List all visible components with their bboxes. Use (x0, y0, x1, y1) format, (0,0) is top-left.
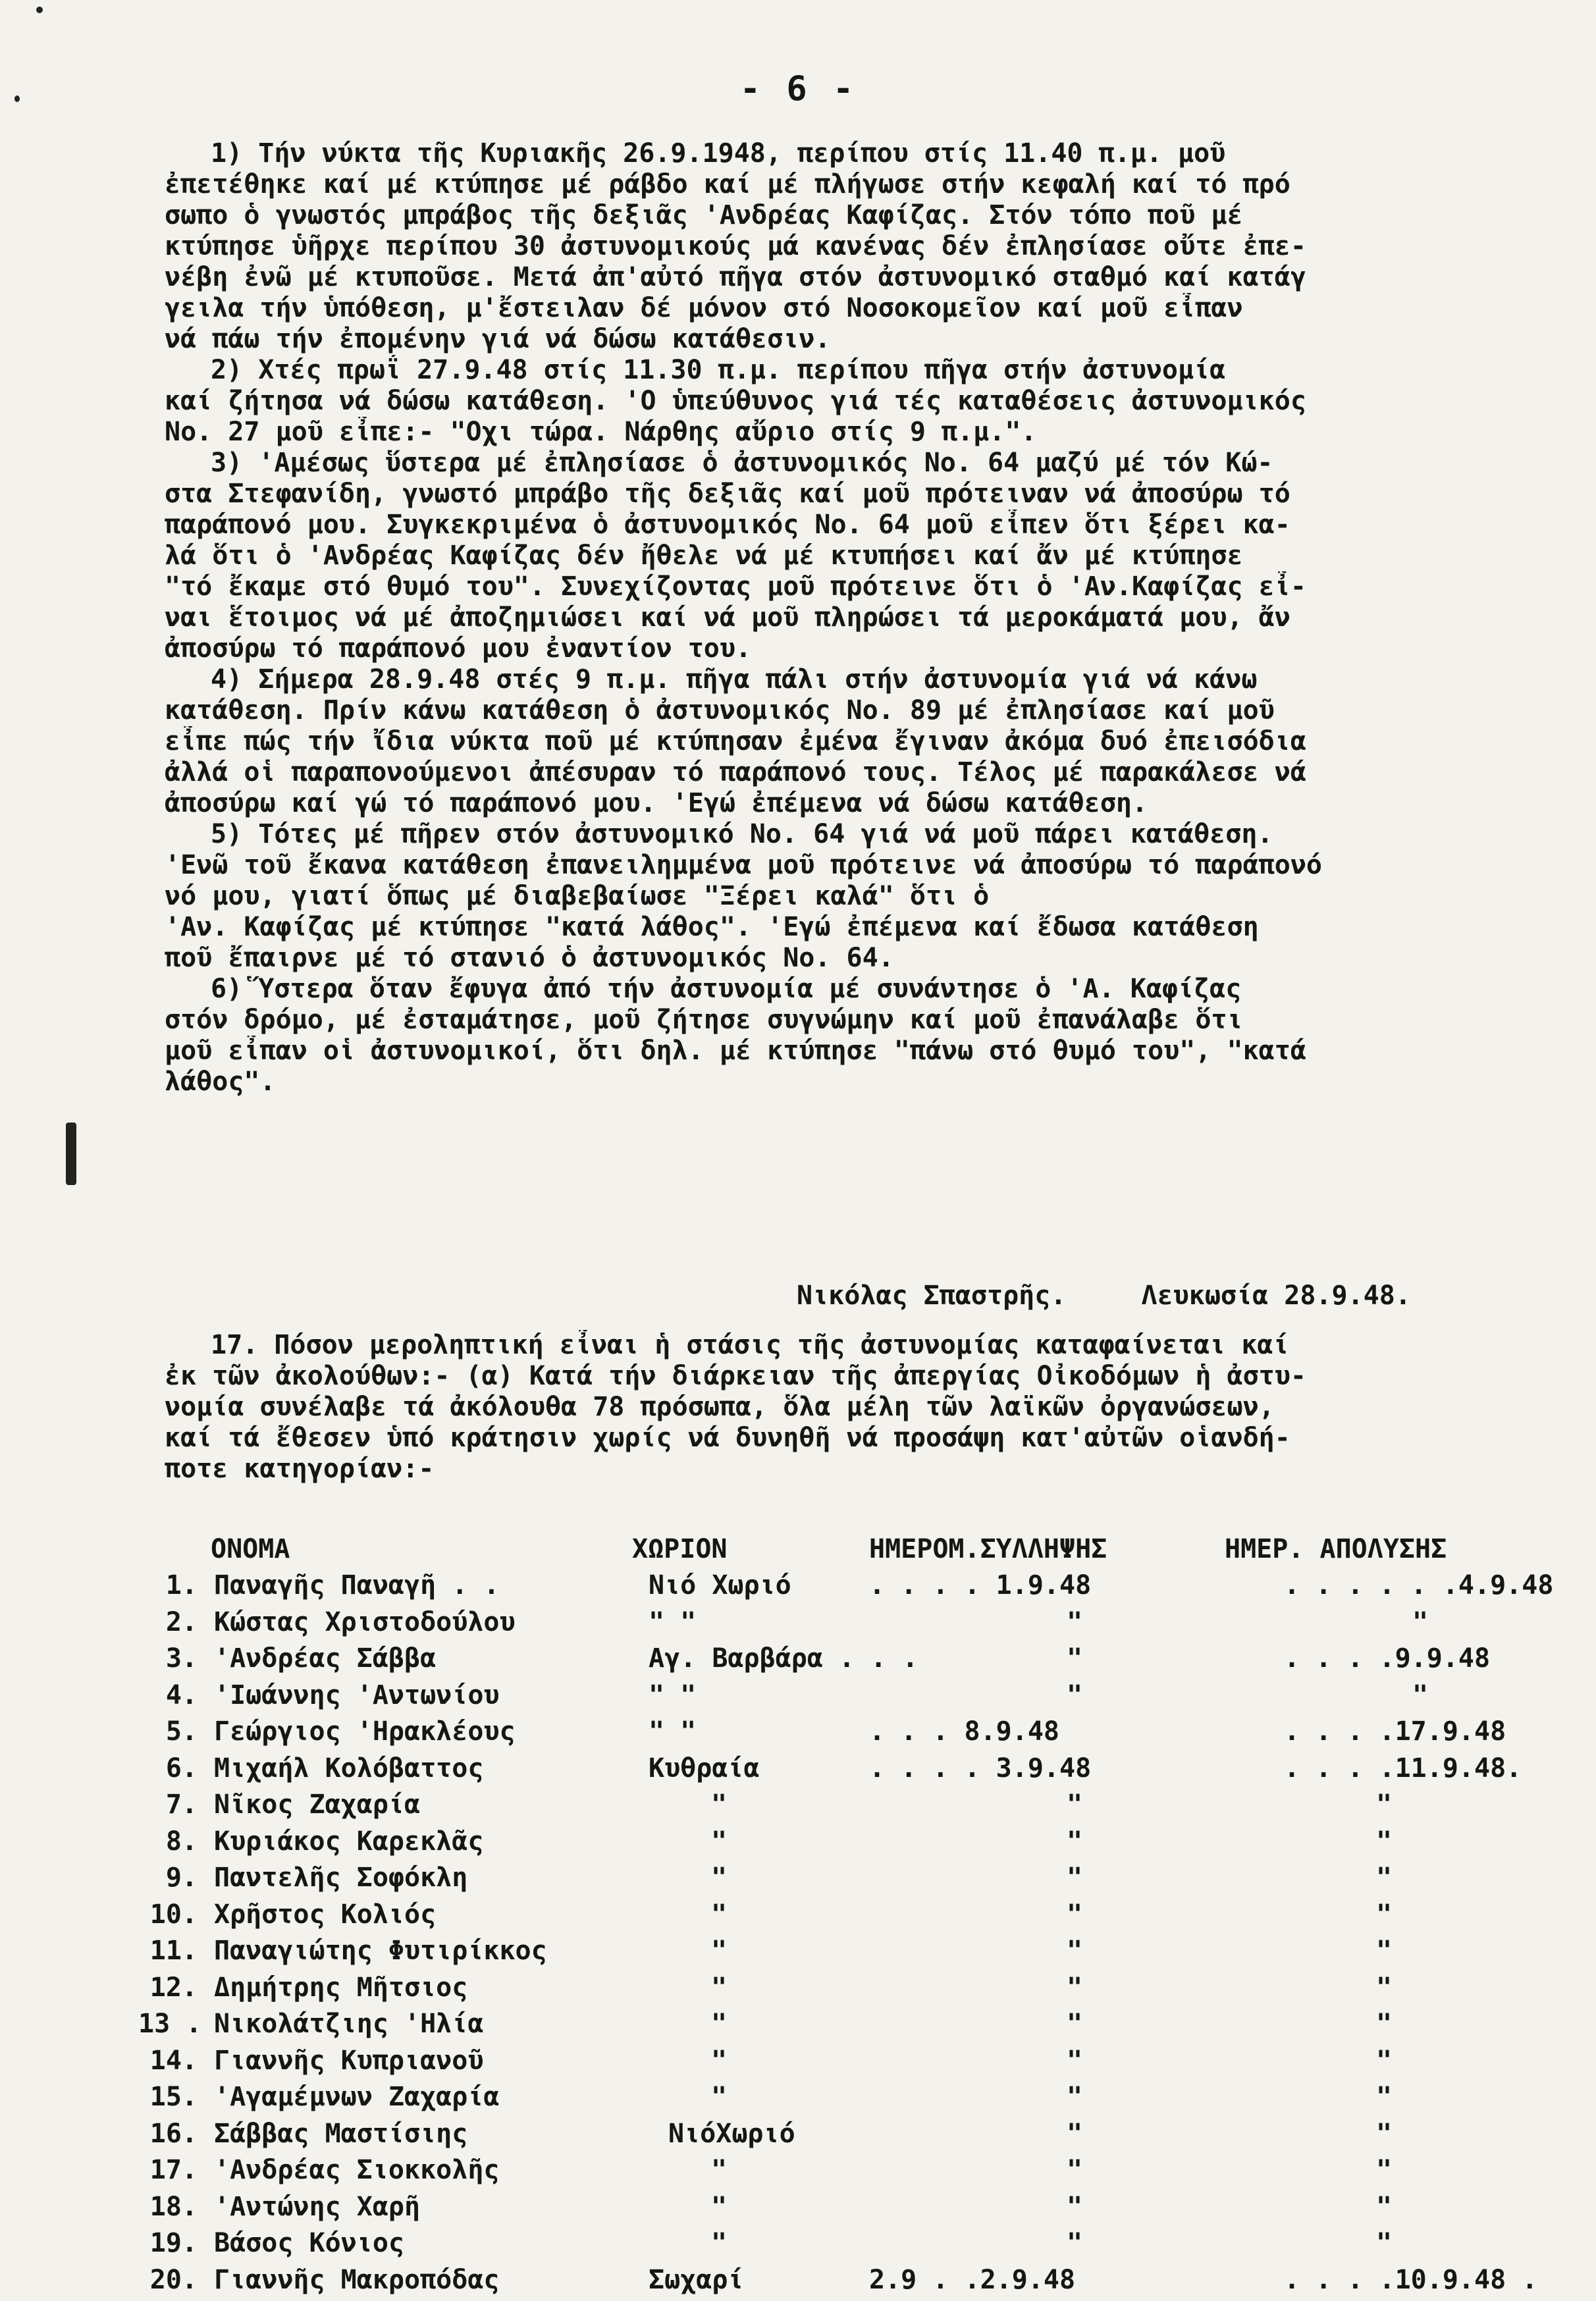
row-name: Παντελῆς Σοφόκλη (214, 1863, 467, 1893)
row-arrest-date: " (1067, 2192, 1082, 2222)
paragraph-line: νομία συνέλαβε τά ἀκόλουθα 78 πρόσωπα, ὅλα μέλη τῶν λαϊκῶν ὀργανώσεων, (165, 1392, 1528, 1423)
row-number: 2. (138, 1607, 198, 1637)
scan-mark (66, 1123, 76, 1185)
row-village: Νιό Χωριό (649, 1570, 791, 1600)
row-number: 1. (138, 1570, 198, 1600)
row-arrest-date: " (1067, 2082, 1082, 2112)
row-arrest-date: 2.9 . .2.9.48 (869, 2265, 1075, 2295)
row-village: " (711, 1972, 727, 2003)
row-village: Σωχαρί (649, 2265, 744, 2295)
row-release-date: " (1376, 2155, 1392, 2185)
table-row (0, 1643, 1596, 1680)
row-arrest-date: " (1067, 1972, 1082, 2003)
table-row (0, 2046, 1596, 2082)
paragraph-line: ἀποσύρω τό παράπονό μου ἐναντίον του. (165, 633, 1528, 664)
row-number: 14. (138, 2046, 198, 2076)
paragraph-line: καί ζήτησα νά δώσω κατάθεση. 'Ο ὑπεύθυνος γιά τές καταθέσεις ἀστυνομικός (165, 386, 1528, 417)
row-release-date: " (1376, 2046, 1392, 2076)
row-release-date: . . . .9.9.48 (1284, 1643, 1490, 1674)
row-name: Σάββας Μαστίσιης (214, 2119, 467, 2149)
row-name: Μιχαήλ Κολόβαττος (214, 1753, 483, 1784)
paragraph-line: 1) Τήν νύκτα τῆς Κυριακῆς 26.9.1948, περίπου στίς 11.40 π.μ. μοῦ (165, 138, 1528, 169)
signature (797, 1281, 1521, 1311)
paragraph-line: λά ὅτι ὁ 'Ανδρέας Καφίζας δέν ἤθελε νά μέ κτυπήσει καί ἄν μέ κτύπησε (165, 541, 1528, 571)
row-release-date: " (1376, 1936, 1392, 1966)
row-number: 19. (138, 2228, 198, 2258)
row-release-date: " (1376, 1789, 1392, 1820)
row-number: 17. (138, 2155, 198, 2185)
row-village: " (711, 2155, 727, 2185)
row-arrest-date: " (1067, 1899, 1082, 1930)
body-text (165, 138, 1528, 1098)
row-village: ΝιόΧωριό (668, 2119, 795, 2149)
paragraph-line: γειλα τήν ὑπόθεση, μ'ἔστειλαν δέ μόνον στό Νοσοκομεῖον καί μοῦ εἶπαν (165, 293, 1528, 324)
table-row (0, 1716, 1596, 1753)
table-row (0, 1570, 1596, 1607)
row-name: Κυριάκος Καρεκλᾶς (214, 1826, 483, 1857)
table-row (0, 1607, 1596, 1644)
row-release-date: " (1412, 1607, 1428, 1637)
row-village: " (711, 2228, 727, 2258)
table-row (0, 2082, 1596, 2119)
row-village: " (711, 1789, 727, 1820)
paragraph-line: καί τά ἔθεσεν ὑπό κράτησιν χωρίς νά δυνηθῆ νά προσάψη κατ'αὐτῶν οἱανδή- (165, 1423, 1528, 1454)
signature-name: Νικόλας Σπαστρῆς. (797, 1281, 1066, 1311)
row-number: 10. (138, 1899, 198, 1930)
row-number: 4. (138, 1680, 198, 1710)
page-number: - 6 - (0, 69, 1596, 109)
paragraph-line: ἐκ τῶν ἀκολούθων:- (α) Κατά τήν διάρκειαν τῆς ἀπεργίας Οἰκοδόμων ἡ ἀστυ- (165, 1361, 1528, 1392)
table-row (0, 1972, 1596, 2009)
paragraph-line: 6) Ὕστερα ὅταν ἔφυγα ἀπό τήν ἀστυνομία μέ συνάντησε ὁ 'Α. Καφίζας (165, 974, 1528, 1005)
row-release-date: " (1376, 2009, 1392, 2039)
row-arrest-date: " (1067, 1863, 1082, 1893)
paragraph-line: ἀλλά οἱ παραπονούμενοι ἀπέσυραν τό παράπονό τους. Τέλος μέ παρακάλεσε νά (165, 757, 1528, 788)
paragraph-17 (165, 1330, 1528, 1485)
row-name: Βάσος Κόνιος (214, 2228, 404, 2258)
paragraph-line: ναι ἕτοιμος νά μέ ἀποζημιώσει καί νά μοῦ πληρώσει τά μεροκάματά μου, ἄν (165, 602, 1528, 633)
table-row (0, 1936, 1596, 1972)
paragraph-line: νά πάω τήν ἐπομένην γιά νά δώσω κατάθεσιν. (165, 324, 1528, 355)
row-name: 'Ανδρέας Σάββα (214, 1643, 436, 1674)
row-arrest-date: " (1067, 1936, 1082, 1966)
row-arrest-date: " (1067, 1826, 1082, 1857)
detainees-table (0, 1570, 1596, 2301)
row-number: 12. (138, 1972, 198, 2003)
row-village: " " (649, 1716, 696, 1747)
paragraph-line: 2) Χτές πρωΐ 27.9.48 στίς 11.30 π.μ. περίπου πῆγα στήν ἀστυνομία (165, 355, 1528, 386)
row-release-date: " (1412, 1680, 1428, 1710)
paragraph-line: κτύπησε ὑῆρχε περίπου 30 ἀστυνομικούς μά κανένας δέν ἐπλησίασε οὔτε ἐπε- (165, 231, 1528, 262)
table-header (211, 1534, 1528, 1567)
paragraph-line: νό μου, γιατί ὅπως μέ διαβεβαίωσε "Ξέρει καλά" ὅτι ὁ (165, 881, 1528, 912)
row-release-date: " (1376, 1899, 1392, 1930)
row-arrest-date: . . . . 3.9.48 (869, 1753, 1091, 1784)
row-name: Νῖκος Ζαχαρία (214, 1789, 420, 1820)
row-arrest-date: " (1067, 2155, 1082, 2185)
row-village: " " (649, 1607, 696, 1637)
paragraph-line: ἐπετέθηκε καί μέ κτύπησε μέ ράβδο καί μέ πλήγωσε στήν κεφαλή καί τό πρό (165, 169, 1528, 200)
row-arrest-date: " (1067, 2009, 1082, 2039)
row-name: Γιαννῆς Κυπριανοῦ (214, 2046, 483, 2076)
row-village: " (711, 2046, 727, 2076)
row-release-date: " (1376, 2082, 1392, 2112)
paragraph-line: "τό ἔκαμε στό θυμό του". Συνεχίζοντας μοῦ πρότεινε ὅτι ὁ 'Αν.Καφίζας εἶ- (165, 571, 1528, 602)
table-row (0, 1789, 1596, 1826)
table-row (0, 1753, 1596, 1790)
row-number: 18. (138, 2192, 198, 2222)
row-number: 7. (138, 1789, 198, 1820)
row-number: 13 . (138, 2009, 198, 2039)
row-village: " (711, 2082, 727, 2112)
row-village: " (711, 2009, 727, 2039)
table-row (0, 2265, 1596, 2301)
row-number: 15. (138, 2082, 198, 2112)
table-row (0, 1826, 1596, 1863)
row-arrest-date: . . . . 1.9.48 (869, 1570, 1091, 1600)
row-village: " (711, 1863, 727, 1893)
signature-place-date: Λευκωσία 28.9.48. (1142, 1281, 1411, 1311)
paragraph-line: κατάθεση. Πρίν κάνω κατάθεση ὁ ἀστυνομικός Νο. 89 μέ ἐπλησίασε καί μοῦ (165, 695, 1528, 726)
row-release-date: " (1376, 1826, 1392, 1857)
row-village: " " (649, 1680, 696, 1710)
row-name: Γεώργιος 'Ηρακλέους (214, 1716, 516, 1747)
row-arrest-date: " (1067, 1643, 1082, 1674)
column-header-release-date: ΗΜΕΡ. ΑΠΟΛΥΣΗΣ (1225, 1534, 1447, 1564)
row-name: Γιαννῆς Μακροπόδας (214, 2265, 499, 2295)
column-header-name: ΟΝΟΜΑ (211, 1534, 290, 1564)
row-village: " (711, 1826, 727, 1857)
row-release-date: " (1376, 1972, 1392, 2003)
table-row (0, 2228, 1596, 2265)
paragraph-line: σωπο ὁ γνωστός μπράβος τῆς δεξιᾶς 'Ανδρέας Καφίζας. Στόν τόπο ποῦ μέ (165, 200, 1528, 231)
row-release-date: . . . .10.9.48 . (1284, 2265, 1537, 2295)
row-number: 9. (138, 1863, 198, 1893)
paragraph-line: 17. Πόσον μεροληπτική εἶναι ἡ στάσις τῆς ἀστυνομίας καταφαίνεται καί (165, 1330, 1528, 1361)
row-arrest-date: " (1067, 1680, 1082, 1710)
paragraph-line: στόν δρόμο, μέ ἐσταμάτησε, μοῦ ζήτησε συγνώμην καί μοῦ ἐπανάλαβε ὅτι (165, 1005, 1528, 1036)
row-name: Χρῆστος Κολιός (214, 1899, 436, 1930)
paragraph-line: εἶπε πώς τήν ἴδια νύκτα ποῦ μέ κτύπησαν ἐμένα ἔγιναν ἀκόμα δυό ἐπεισόδια (165, 726, 1528, 757)
column-header-arrest-date: ΗΜΕΡΟΜ.ΣΥΛΛΗΨΗΣ (869, 1534, 1107, 1564)
paragraph-line: ἀποσύρω καί γώ τό παράπονό μου. 'Εγώ ἐπέμενα νά δώσω κατάθεση. (165, 788, 1528, 819)
paragraph-line: ποτε κατηγορίαν:- (165, 1454, 1528, 1485)
table-row (0, 2119, 1596, 2156)
row-name: Κώστας Χριστοδούλου (214, 1607, 516, 1637)
row-arrest-date: " (1067, 1789, 1082, 1820)
row-number: 11. (138, 1936, 198, 1966)
paragraph-line: Νο. 27 μοῦ εἶπε:- "Οχι τώρα. Νάρθης αὔριο στίς 9 π.μ.". (165, 417, 1528, 448)
row-name: Δημήτρης Μῆτσιος (214, 1972, 467, 2003)
table-row (0, 1680, 1596, 1717)
table-row (0, 2155, 1596, 2192)
row-village: " (711, 1899, 727, 1930)
paragraph-line: ποῦ ἔπαιρνε μέ τό στανιό ὁ ἀστυνομικός Νο. 64. (165, 943, 1528, 974)
row-number: 5. (138, 1716, 198, 1747)
row-name: Παναγῆς Παναγῆ . . (214, 1570, 499, 1600)
row-arrest-date: " (1067, 2046, 1082, 2076)
row-village: Αγ. Βαρβάρα . . . (649, 1643, 918, 1674)
row-name: 'Αγαμέμνων Ζαχαρία (214, 2082, 499, 2112)
row-number: 6. (138, 1753, 198, 1784)
paragraph-line: 5) Τότες μέ πῆρεν στόν ἀστυνομικό Νο. 64 γιά νά μοῦ πάρει κατάθεση. (165, 819, 1528, 850)
row-number: 20. (138, 2265, 198, 2295)
row-release-date: " (1376, 2228, 1392, 2258)
row-name: 'Αντώνης Χαρῆ (214, 2192, 420, 2222)
scan-speck (36, 7, 43, 13)
row-number: 16. (138, 2119, 198, 2149)
paragraph-line: λάθος". (165, 1067, 1528, 1098)
row-arrest-date: . . . 8.9.48 (869, 1716, 1059, 1747)
paragraph-line: 'Αν. Καφίζας μέ κτύπησε "κατά λάθος". 'Εγώ ἐπέμενα καί ἔδωσα κατάθεση (165, 912, 1528, 943)
row-village: Κυθραία (649, 1753, 760, 1784)
column-header-village: ΧΩΡΙΟΝ (632, 1534, 728, 1564)
row-number: 3. (138, 1643, 198, 1674)
row-number: 8. (138, 1826, 198, 1857)
row-release-date: " (1376, 2192, 1392, 2222)
row-name: 'Ιωάννης 'Αντωνίου (214, 1680, 499, 1710)
row-name: Νικολάτζιης 'Ηλία (214, 2009, 483, 2039)
row-release-date: . . . .11.9.48. (1284, 1753, 1522, 1784)
paragraph-line: 4) Σήμερα 28.9.48 στές 9 π.μ. πῆγα πάλι στήν ἀστυνομία γιά νά κάνω (165, 664, 1528, 695)
row-arrest-date: " (1067, 2228, 1082, 2258)
paragraph-line: στα Στεφανίδη, γνωστό μπράβο τῆς δεξιᾶς καί μοῦ πρότειναν νά ἀποσύρω τό (165, 479, 1528, 510)
table-row (0, 2192, 1596, 2229)
row-arrest-date: " (1067, 2119, 1082, 2149)
table-row (0, 2009, 1596, 2046)
row-village: " (711, 2192, 727, 2222)
row-name: Παναγιώτης Φυτιρίκκος (214, 1936, 547, 1966)
row-arrest-date: " (1067, 1607, 1082, 1637)
paragraph-line: 'Ενῶ τοῦ ἔκανα κατάθεση ἐπανειλημμένα μοῦ πρότεινε νά ἀποσύρω τό παράπονό (165, 850, 1528, 881)
row-release-date: " (1376, 1863, 1392, 1893)
paragraph-line: νέβη ἐνῶ μέ κτυποῦσε. Μετά ἀπ'αὐτό πῆγα στόν ἀστυνομικό σταθμό καί κατάγ (165, 262, 1528, 293)
row-name: 'Ανδρέας Σιοκκολῆς (214, 2155, 499, 2185)
table-row (0, 1863, 1596, 1899)
row-release-date: " (1376, 2119, 1392, 2149)
table-row (0, 1899, 1596, 1936)
row-release-date: . . . .17.9.48 (1284, 1716, 1506, 1747)
paragraph-line: μοῦ εἶπαν οἱ ἀστυνομικοί, ὅτι δηλ. μέ κτύπησε "πάνω στό θυμό του", "κατά (165, 1036, 1528, 1067)
paragraph-line: 3) 'Αμέσως ὕστερα μέ ἐπλησίασε ὁ ἀστυνομικός Νο. 64 μαζύ μέ τόν Κώ- (165, 448, 1528, 479)
paragraph-line: παράπονό μου. Συγκεκριμένα ὁ ἀστυνομικός Νο. 64 μοῦ εἶπεν ὅτι ξέρει κα- (165, 510, 1528, 541)
row-village: " (711, 1936, 727, 1966)
row-release-date: . . . . . .4.9.48 (1284, 1570, 1553, 1600)
